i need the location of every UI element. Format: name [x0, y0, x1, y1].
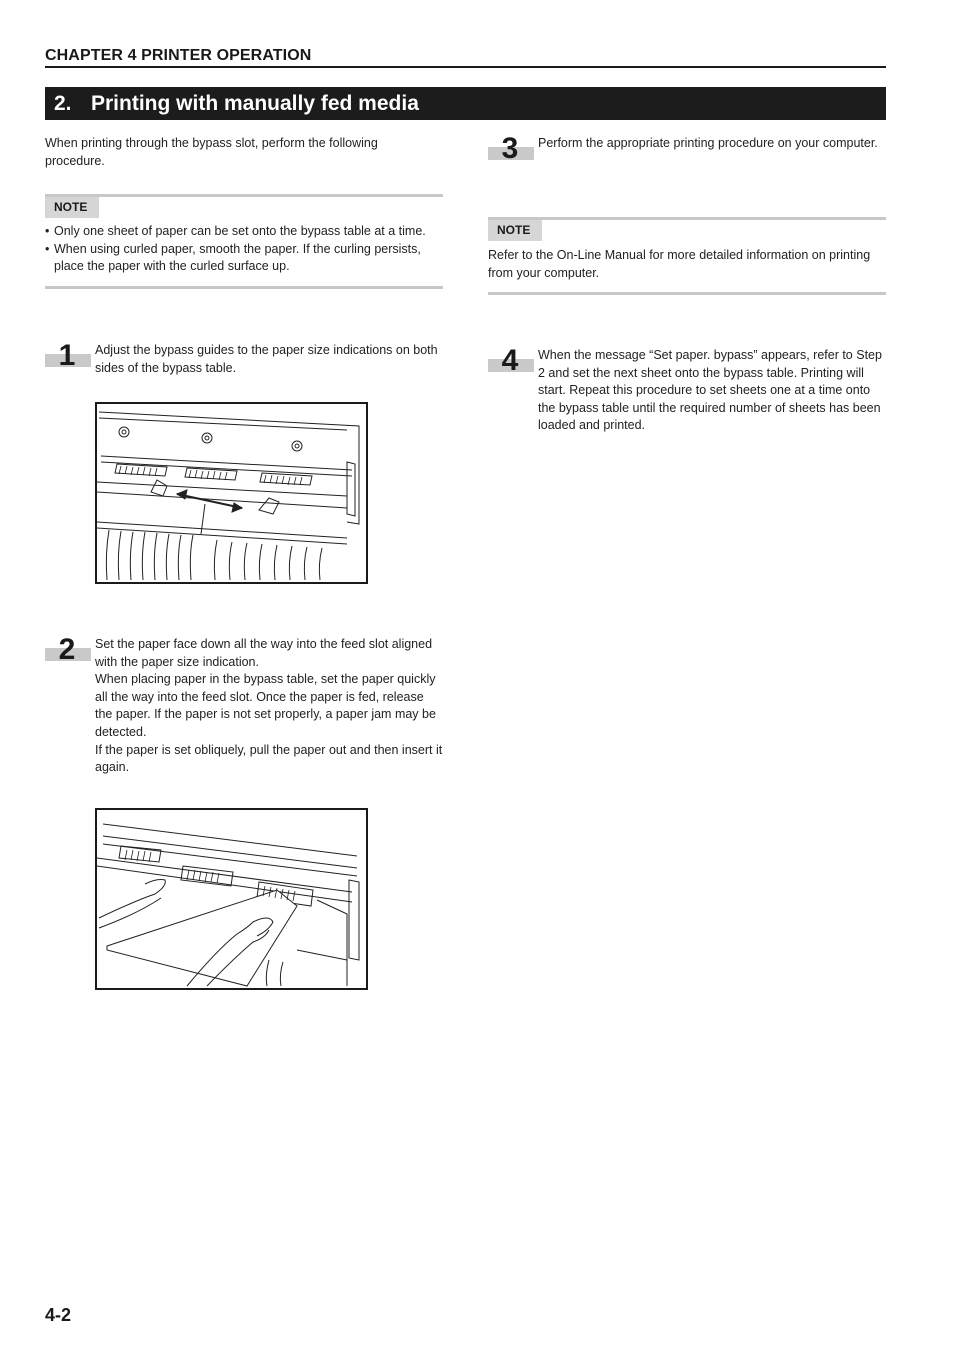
note-rule-bottom: [488, 292, 886, 295]
step-2-number: 2: [58, 633, 76, 666]
section-title-bar: [45, 87, 886, 120]
note-item: • Only one sheet of paper can be set onto the bypass table at a time.: [45, 223, 443, 241]
step-3-text: Perform the appropriate printing procedure on your computer.: [538, 136, 878, 150]
bypass-guides-illustration: [95, 402, 368, 584]
note-rule-bottom: [45, 286, 443, 289]
step-1-number: 1: [58, 339, 76, 372]
intro-text: When printing through the bypass slot, perform the following procedure.: [45, 136, 378, 168]
note-box-1: [45, 194, 443, 289]
step-1-text: Adjust the bypass guides to the paper size indications on both sides of the bypass table.: [95, 343, 438, 375]
note-box-2: [488, 217, 886, 295]
step-2-line: If the paper is set obliquely, pull the paper out and then insert it again.: [95, 742, 443, 775]
note-list: [45, 223, 443, 276]
note-rule-top: [488, 217, 886, 220]
step-4-number: 4: [501, 344, 519, 377]
section-number: 2.: [54, 92, 72, 115]
step-2-line: When placing paper in the bypass table, set the paper quickly all the way into the feed slot. Once the paper is fed, release the paper. If the paper is not set properly, a paper jam may be detected.: [95, 672, 436, 739]
section-title: Printing with manually fed media: [91, 92, 419, 115]
paper-insertion-illustration: [95, 808, 368, 990]
note-label: NOTE: [488, 220, 542, 241]
note-label: NOTE: [45, 197, 99, 218]
step-2-text: [95, 636, 444, 777]
step-2-line: Set the paper face down all the way into the feed slot aligned with the paper size indication.: [95, 637, 433, 669]
page-number: 4-2: [45, 1305, 72, 1325]
step-3-number: 3: [501, 132, 519, 165]
chapter-heading: CHAPTER 4 PRINTER OPERATION: [45, 47, 886, 68]
note-item: • When using curled paper, smooth the paper. If the curling persists, place the paper with the curled surface up.: [45, 241, 443, 276]
step-4-text: When the message “Set paper. bypass” appears, refer to Step 2 and set the next sheet onto the bypass table. Printing will start. Repeat this procedure to set sheets one at a time onto the bypass table until the required number of sheets has been loaded and printed.: [538, 348, 882, 433]
note-text: Refer to the On-Line Manual for more detailed information on printing from your computer.: [488, 248, 871, 280]
note-rule-top: [45, 194, 443, 197]
